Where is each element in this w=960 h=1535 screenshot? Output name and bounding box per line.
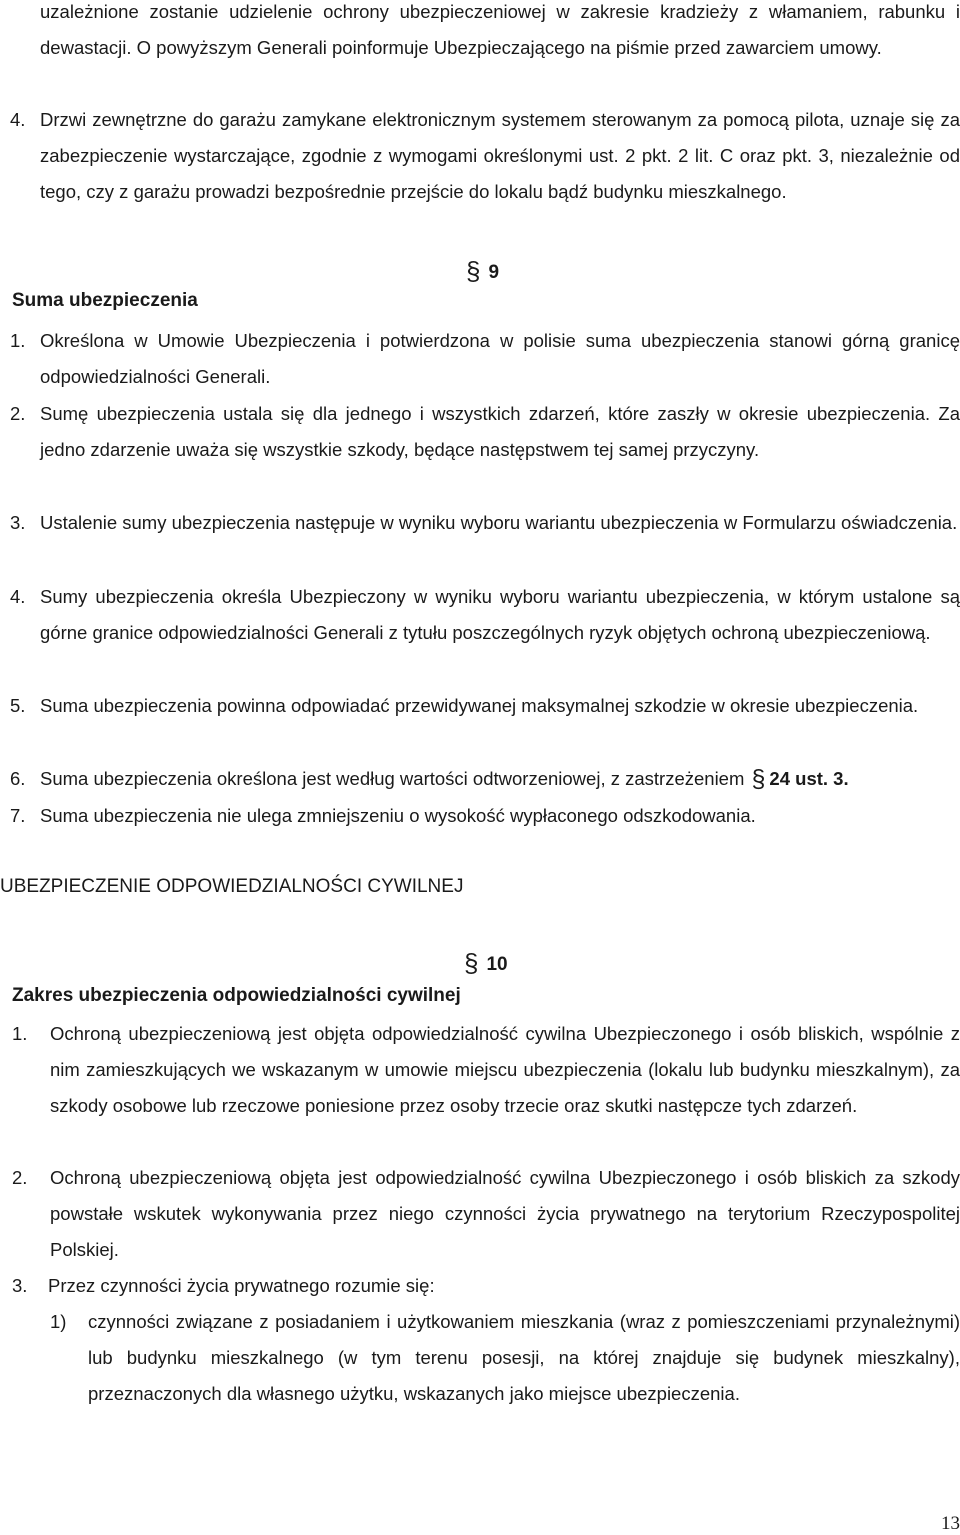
- paragraph-symbol: §: [751, 765, 766, 793]
- section-number: 10: [486, 954, 508, 975]
- item-number: 7.: [10, 805, 26, 826]
- section-heading: Zakres ubezpieczenia odpowiedzialności cywilnej: [12, 985, 461, 1006]
- item-number: 4.: [10, 586, 26, 607]
- paragraph-continuation: [40, 0, 960, 66]
- list-item: [0, 1016, 960, 1124]
- list-item: [0, 798, 960, 834]
- subitem-number: 1): [50, 1311, 67, 1332]
- list-item: [0, 323, 960, 395]
- part-title: UBEZPIECZENIE ODPOWIEDZIALNOŚCI CYWILNEJ: [0, 876, 464, 897]
- item-text-main: Suma ubezpieczenia określona jest według wartości odtworzeniowej, z zastrzeżeniem: [40, 768, 745, 789]
- item-text: [40, 761, 960, 797]
- item-text: Przez czynności życia prywatnego rozumie się:: [48, 1275, 435, 1296]
- item-text: Sumy ubezpieczenia określa Ubezpieczony w wyniku wyboru wariantu ubezpieczenia, w którym ustalone są górne granice odpowiedzialności Generali z tytułu poszczególnych ryzyk objętych ochroną ubezpieczeniową.: [40, 586, 960, 643]
- item-number: 2.: [12, 1167, 28, 1188]
- item-number: 1.: [12, 1023, 28, 1044]
- section-10-label: [464, 948, 508, 979]
- item-number: 1.: [10, 330, 26, 351]
- item-text: Ochroną ubezpieczeniową objęta jest odpowiedzialność cywilna Ubezpieczonego i osób bliskich za szkody powstałe wskutek wykonywania przez niego czynności życia prywatnego na terytorium Rzeczypospolitej Polskiej.: [50, 1167, 960, 1260]
- item-text: Ochroną ubezpieczeniową jest objęta odpowiedzialność cywilna Ubezpieczonego i osób bliskich, wspólnie z nim zamieszkujących we wskazanym w umowie miejscu ubezpieczenia (lokalu lub budynku mieszkalnym), za szkody osobowe lub rzeczowe poniesione przez osoby trzecie oraz skutki następcze tych zdarzeń.: [50, 1023, 960, 1116]
- list-item: [0, 1160, 960, 1268]
- item-text: Ustalenie sumy ubezpieczenia następuje w wyniku wyboru wariantu ubezpieczenia w Formularzu oświadczenia.: [40, 512, 958, 533]
- reference-text: 24 ust. 3.: [769, 768, 849, 789]
- item-text: Suma ubezpieczenia powinna odpowiadać przewidywanej maksymalnej szkodzie w okresie ubezpieczenia.: [40, 695, 919, 716]
- item-number: 4.: [10, 109, 26, 130]
- sub-list-item: [0, 1304, 960, 1412]
- item-number: 6.: [10, 768, 26, 789]
- item-number: 2.: [10, 403, 26, 424]
- list-item: [0, 102, 960, 210]
- list-item: [0, 688, 960, 724]
- list-item: [0, 396, 960, 468]
- list-item: [0, 505, 960, 541]
- item-text: Suma ubezpieczenia nie ulega zmniejszeniu o wysokość wypłaconego odszkodowania.: [40, 805, 756, 826]
- list-item: [0, 579, 960, 651]
- section-number: 9: [488, 262, 500, 283]
- item-text: Sumę ubezpieczenia ustala się dla jednego i wszystkich zdarzeń, które zaszły w okresie ubezpieczenia. Za jedno zdarzenie uważa się wszystkie szkody, będące następstwem tej samej przyczyny.: [40, 403, 960, 460]
- paragraph-text: uzależnione zostanie udzielenie ochrony ubezpieczeniowej w zakresie kradzieży z włamaniem, rabunku i dewastacji. O powyższym Generali poinformuje Ubezpieczającego na piśmie przed zawarciem umowy.: [40, 1, 960, 58]
- section-heading: Suma ubezpieczenia: [12, 290, 198, 311]
- item-number: 3.: [10, 512, 26, 533]
- list-item: [0, 1268, 960, 1304]
- item-text: Drzwi zewnętrzne do garażu zamykane elektronicznym systemem sterowanym za pomocą pilota, uznaje się za zabezpieczenie wystarczające, zgodnie z wymogami określonymi ust. 2 pkt. 2 lit. C oraz pkt. 3, niezależnie od tego, czy z garażu prowadzi bezpośrednie przejście do lokalu bądź budynku mieszkalnego.: [40, 109, 960, 202]
- item-number: 5.: [10, 695, 26, 716]
- section-symbol: §: [464, 948, 479, 978]
- section-symbol: §: [466, 256, 481, 286]
- item-number: 3.: [12, 1275, 28, 1296]
- page-number: 13: [941, 1513, 960, 1534]
- section-9-label: [466, 256, 499, 287]
- item-text: Określona w Umowie Ubezpieczenia i potwierdzona w polisie suma ubezpieczenia stanowi górną granicę odpowiedzialności Generali.: [40, 330, 960, 387]
- subitem-text: czynności związane z posiadaniem i użytkowaniem mieszkania (wraz z pomieszczeniami przynależnymi) lub budynku mieszkalnego (w tym terenu posesji, na której znajduje się budynek mieszkalny), przeznaczonych dla własnego użytku, wskazanych jako miejsce ubezpieczenia.: [88, 1311, 960, 1404]
- list-item: [0, 761, 960, 797]
